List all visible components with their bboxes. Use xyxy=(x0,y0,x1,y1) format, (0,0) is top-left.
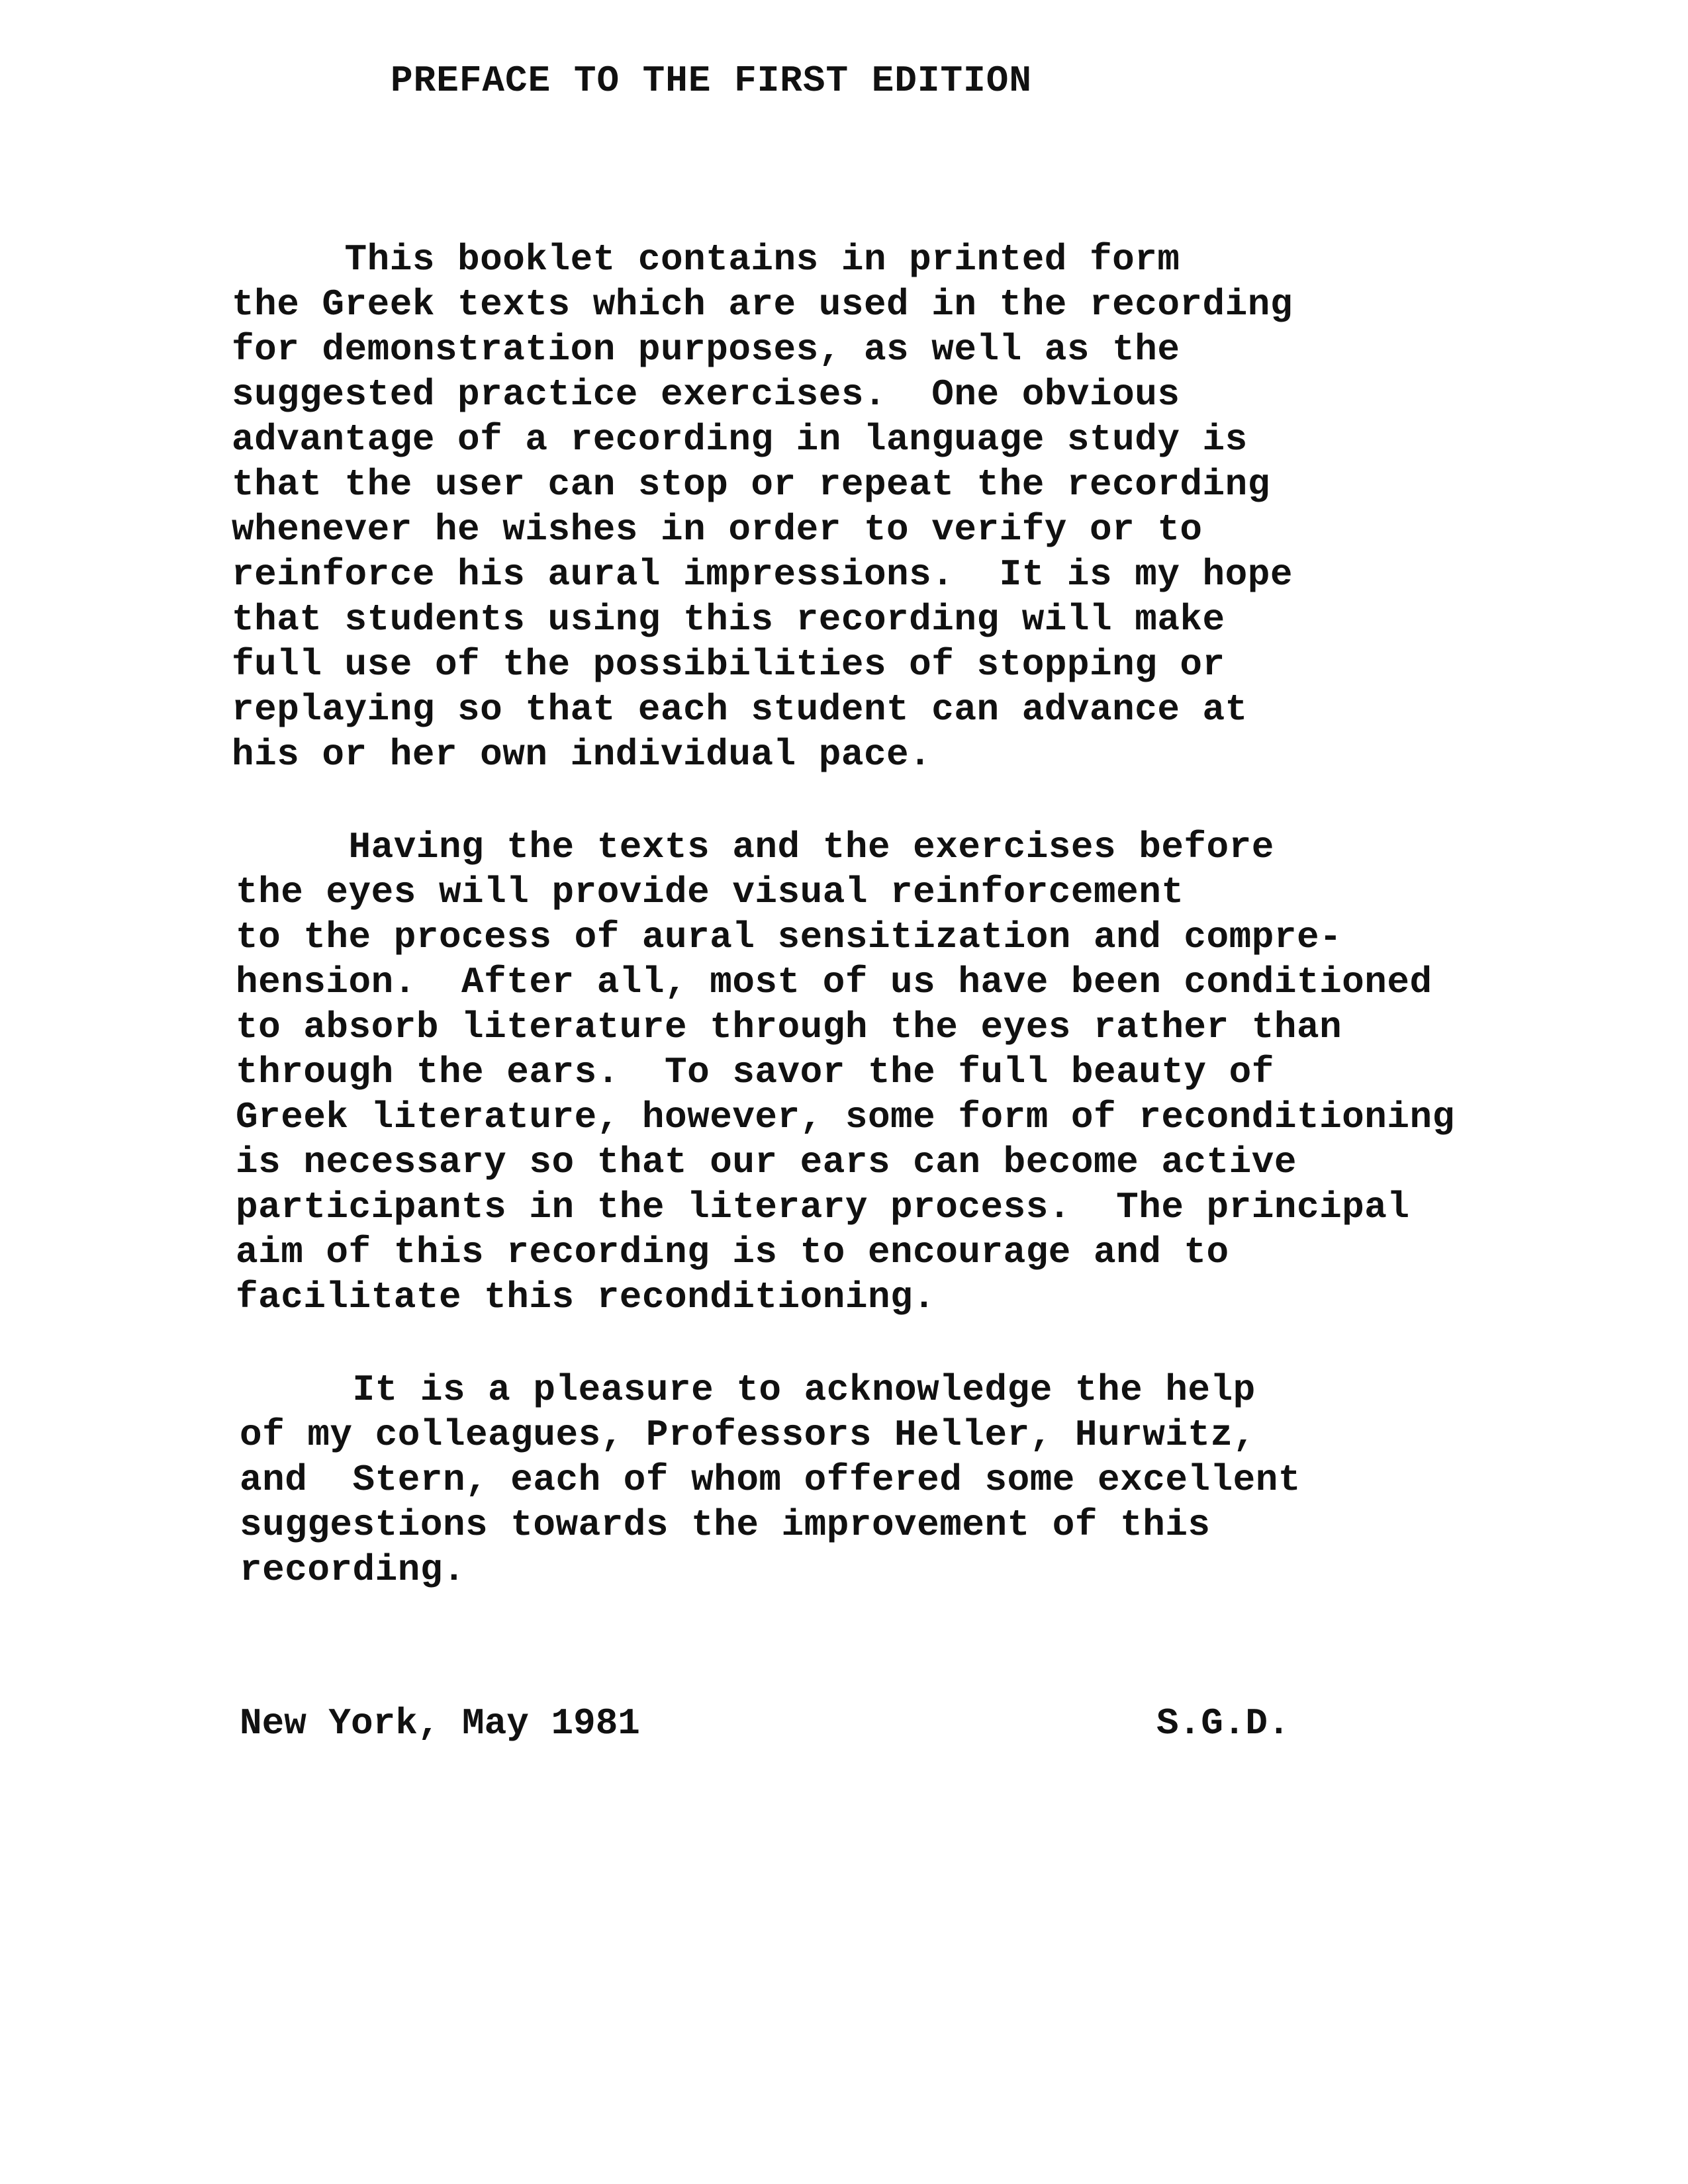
paragraph-1-line: the Greek texts which are used in the recording xyxy=(232,283,1293,326)
paragraph-2-line: the eyes will provide visual reinforcement xyxy=(236,871,1184,913)
paragraph-3-line: and Stern, each of whom offered some excellent xyxy=(240,1459,1301,1501)
paragraph-2-line: Having the texts and the exercises before xyxy=(236,826,1274,868)
paragraph-1-line: suggested practice exercises. One obvious xyxy=(232,373,1180,416)
paragraph-2-line: participants in the literary process. The principal xyxy=(236,1186,1410,1228)
paragraph-3-line: recording. xyxy=(240,1549,466,1591)
paragraph-1-line: reinforce his aural impressions. It is my hope xyxy=(232,553,1293,596)
paragraph-2-line: facilitate this reconditioning. xyxy=(236,1276,936,1318)
paragraph-3-line: of my colleagues, Professors Heller, Hurwitz, xyxy=(240,1414,1256,1456)
paragraph-2-line: aim of this recording is to encourage and to xyxy=(236,1231,1229,1273)
paragraph-2-line: is necessary so that our ears can become active xyxy=(236,1141,1297,1183)
author-initials: S.G.D. xyxy=(1156,1702,1290,1745)
paragraph-1-line: full use of the possibilities of stopping or xyxy=(232,643,1225,686)
paragraph-1-line: his or her own individual pace. xyxy=(232,733,932,776)
paragraph-1-line: replaying so that each student can advance at xyxy=(232,688,1248,731)
paragraph-2-line: through the ears. To savor the full beauty of xyxy=(236,1051,1274,1093)
paragraph-2-line: hension. After all, most of us have been conditioned xyxy=(236,961,1432,1003)
paragraph-3-line: It is a pleasure to acknowledge the help xyxy=(240,1369,1256,1411)
paragraph-2-line: to the process of aural sensitization and compre- xyxy=(236,916,1342,958)
paragraph-1-line: that students using this recording will make xyxy=(232,598,1225,641)
paragraph-2-line: to absorb literature through the eyes rather than xyxy=(236,1006,1342,1048)
paragraph-1-line: for demonstration purposes, as well as the xyxy=(232,328,1180,371)
paragraph-2-line: Greek literature, however, some form of reconditioning xyxy=(236,1096,1455,1138)
paragraph-1-line: This booklet contains in printed form xyxy=(232,238,1180,281)
place-and-date: New York, May 1981 xyxy=(240,1702,640,1745)
paragraph-3-line: suggestions towards the improvement of this xyxy=(240,1504,1211,1546)
paragraph-1-line: advantage of a recording in language study is xyxy=(232,418,1248,461)
paragraph-1-line: whenever he wishes in order to verify or to xyxy=(232,508,1203,551)
page-title: PREFACE TO THE FIRST EDITION xyxy=(391,60,1032,102)
paragraph-1-line: that the user can stop or repeat the recording xyxy=(232,463,1270,506)
